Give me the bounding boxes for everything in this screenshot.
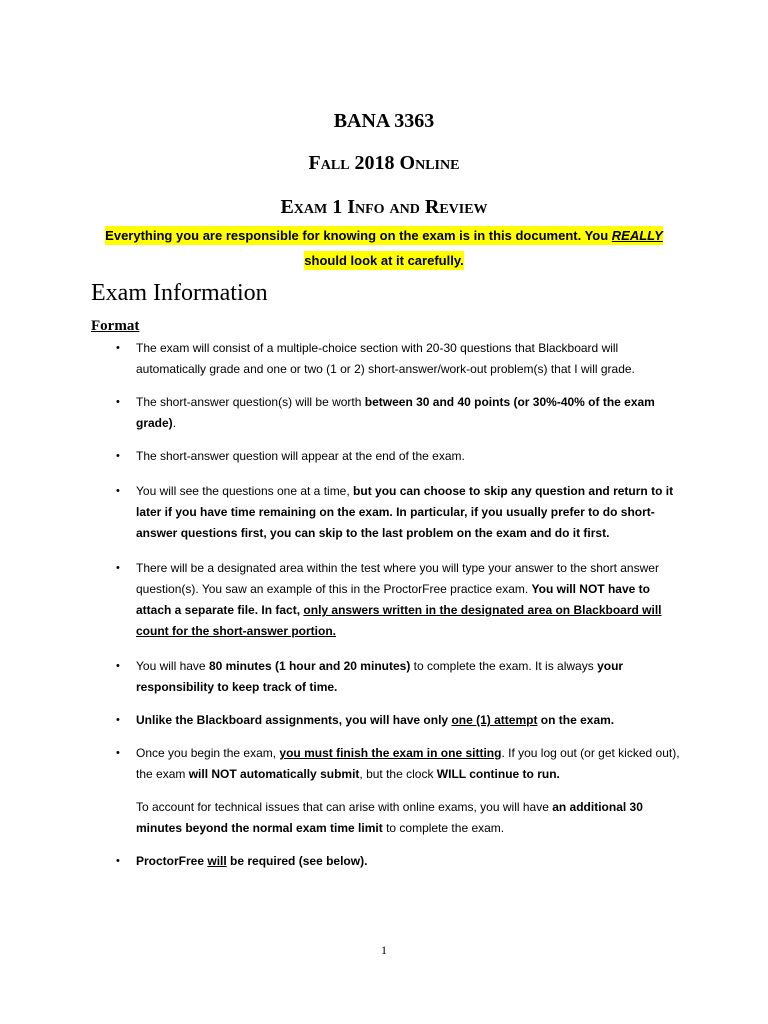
text-segment: an additional 30 minutes beyond the normal exam time limit bbox=[136, 800, 643, 835]
bullet-icon: • bbox=[116, 562, 120, 574]
text-segment: on the exam. bbox=[537, 713, 615, 727]
bullet-icon: • bbox=[116, 396, 120, 408]
format-bullet-item bbox=[116, 338, 686, 380]
text-segment: You will have bbox=[136, 659, 209, 673]
text-segment: , but the clock bbox=[359, 767, 437, 781]
text-segment: your responsibility to keep track of time. bbox=[136, 659, 624, 694]
course-title: BANA 3363 bbox=[333, 110, 435, 132]
bullet-text bbox=[136, 713, 614, 727]
text-segment: one (1) attempt bbox=[451, 713, 538, 727]
text-segment: To account for technical issues that can arise with online exams, you will have bbox=[136, 800, 553, 814]
bullet-text bbox=[136, 561, 662, 638]
document-title: Exam 1 Info and Review bbox=[280, 196, 488, 218]
text-segment: WILL continue to run. bbox=[436, 767, 560, 781]
text-segment: . If you log out (or get kicked out), the exam bbox=[136, 746, 680, 781]
text-segment: Once you begin the exam, bbox=[136, 746, 280, 760]
text-segment: The short-answer question will appear at the end of the exam. bbox=[136, 449, 465, 463]
format-bullet-item bbox=[116, 710, 686, 731]
bullet-text bbox=[136, 659, 623, 694]
text-segment: . bbox=[172, 416, 177, 430]
text-segment: ProctorFree bbox=[136, 854, 208, 868]
text-segment: You will NOT have to attach a separate file. In fact, bbox=[136, 582, 650, 617]
format-bullet-item bbox=[116, 851, 686, 872]
format-bullet-item bbox=[116, 558, 686, 642]
format-bullet-item bbox=[116, 656, 686, 698]
text-segment: be required (see below). bbox=[226, 854, 368, 868]
bullet-icon: • bbox=[116, 660, 120, 672]
text-segment: but you can choose to skip any question and return to it later if you have time remaining on the exam. In particular, if you usually prefer to do short-answer questions first, you can skip to the last problem on the exam and do it first. bbox=[136, 484, 674, 540]
text-segment: Unlike the Blackboard assignments, bbox=[136, 713, 346, 727]
text-segment: to complete the exam. bbox=[382, 821, 505, 835]
bullet-text bbox=[136, 854, 367, 868]
format-bullet-item bbox=[116, 392, 686, 434]
text-segment: There will be a designated area within the test where you will type your answer to the short answer question(s). You saw an example of this in the ProctorFree practice exam. bbox=[136, 561, 659, 596]
bullet-text bbox=[136, 484, 673, 540]
text-segment: will bbox=[207, 854, 227, 868]
section-heading: Exam Information bbox=[91, 280, 268, 306]
text-segment: you must finish the exam in one sitting bbox=[279, 746, 502, 760]
bullet-icon: • bbox=[116, 747, 120, 759]
term-title: Fall 2018 Online bbox=[308, 152, 460, 174]
text-segment: will NOT automatically submit bbox=[188, 767, 360, 781]
bullet-icon: • bbox=[116, 342, 120, 354]
bullet-icon: • bbox=[116, 855, 120, 867]
text-segment: The short-answer question(s) will be worth bbox=[136, 395, 365, 409]
format-bullet-item bbox=[116, 481, 686, 544]
bullet-text bbox=[136, 395, 655, 430]
subsection-heading: Format bbox=[91, 318, 140, 334]
bullet-note bbox=[116, 797, 686, 839]
notice-text: Everything you are responsible for knowing on the exam is in this document. You bbox=[105, 228, 612, 243]
bullet-icon: • bbox=[116, 450, 120, 462]
text-segment: The exam will consist of a multiple-choice section with 20-30 questions that Blackboard will automatically grade and one or two (1 or 2) short-answer/work-out problem(s) that I will grade. bbox=[136, 341, 635, 376]
bullet-icon: • bbox=[116, 714, 120, 726]
bullet-icon: • bbox=[116, 485, 120, 497]
notice-line-1 bbox=[105, 226, 663, 245]
bullet-text bbox=[136, 449, 465, 463]
text-segment: only answers written in the designated area on Blackboard will count for the short-answer portion. bbox=[136, 603, 662, 638]
text-segment: to complete the exam. It is always bbox=[410, 659, 598, 673]
text-segment: You will see the questions one at a time, bbox=[136, 484, 354, 498]
notice-emphasis: REALLY bbox=[611, 228, 663, 243]
highlighted-notice bbox=[80, 223, 688, 273]
bullet-text bbox=[136, 746, 680, 781]
page-number: 1 bbox=[381, 943, 387, 957]
text-segment: 80 minutes (1 hour and 20 minutes) bbox=[208, 659, 411, 673]
format-bullet-item bbox=[116, 743, 686, 785]
format-bullet-item bbox=[116, 446, 686, 467]
format-bullet-list bbox=[116, 338, 686, 872]
text-segment: between 30 and 40 points (or 30%-40% of the exam grade) bbox=[136, 395, 655, 430]
bullet-text bbox=[136, 341, 635, 376]
text-segment: you will have only bbox=[345, 713, 452, 727]
notice-line-2: should look at it carefully. bbox=[304, 253, 464, 268]
